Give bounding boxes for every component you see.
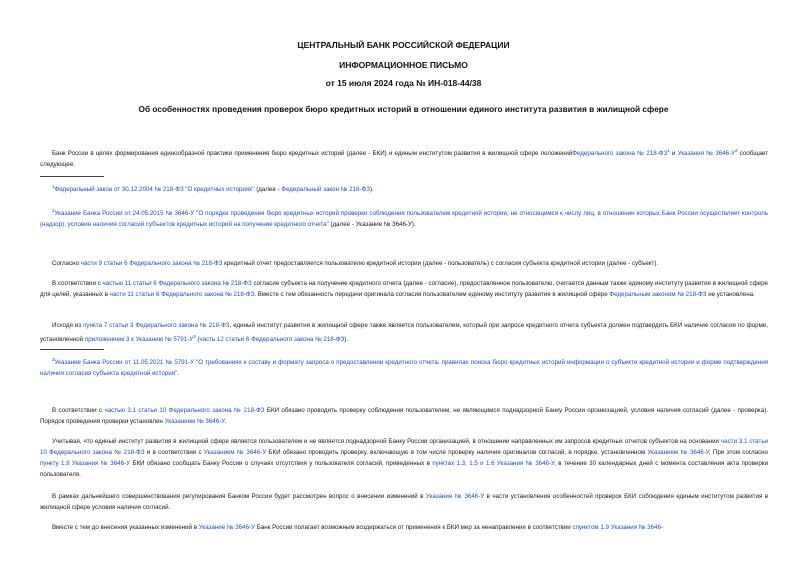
text: БКИ обязано проводить проверку соблюдения пользователем, не являющимся поднадзорной Банку России организацией, условия наличия согласий (далее - проверка). Порядок проведения проверки установлен [40, 407, 768, 425]
link-law-article[interactable]: частью 3.1 статьи 10 Федерального закона № 218-ФЗ [104, 407, 265, 414]
document-subject: Об особенностях проведения проверок бюро кредитных историй в отношении единого института развития в жилищной сфере [138, 104, 669, 114]
text: . [224, 418, 227, 425]
link-law-article[interactable]: частью 11 статьи 6 Федерального закона № 218-ФЗ [102, 280, 252, 287]
link-directive-3646[interactable]: Указание № 3646-У [198, 524, 256, 531]
footnote-ref-3[interactable]: 3 [193, 334, 196, 339]
link-law-218[interactable]: Федеральным законом № 218-ФЗ [609, 291, 707, 298]
text: Исходя из [52, 322, 84, 329]
text: В соответствии с [52, 407, 105, 414]
text: (далее - [254, 186, 282, 194]
text: БКИ обязано проводить проверку, включающую в том числе проверку наличия оригиналов согласий, в порядке, установленном [266, 449, 648, 456]
text: ). [369, 186, 374, 194]
link-law-218[interactable]: Федерального закона № 218-ФЗ [572, 150, 668, 158]
footnote-divider [40, 176, 104, 177]
link-directive-3646[interactable]: Указанием № 3646-У [647, 449, 709, 456]
link-law-article[interactable]: части 9 статьи 6 Федерального закона № 218-ФЗ [80, 260, 223, 267]
paragraph-consent-transfer [40, 278, 768, 300]
text: Банк России полагает возможным воздержаться от применения к БКИ мер за ненаправление в соответствии [255, 524, 573, 531]
text: (далее - Указание № 3646-У). [328, 221, 416, 229]
footnote-2 [40, 205, 768, 230]
link-law-article[interactable]: часть 12 статьи 6 Федерального закона № 218-ФЗ [199, 336, 345, 344]
paragraph-check-procedure [40, 436, 768, 480]
text: . [177, 370, 180, 378]
text: и [669, 150, 678, 158]
link-directive-3646[interactable]: Указание № 3646-У [425, 493, 485, 500]
link-directive-3646[interactable]: Указанием № 3646-У [164, 418, 225, 425]
text: Банк России в целях формирования единообразной практики применения бюро кредитных историй (далее - БКИ) и единым институтом развития в жилищной сфере положений [52, 150, 573, 158]
text: сообщает следующее. [40, 150, 769, 169]
text: . Вместе с тем обязанность передачи оригинала согласия пользователем единому институту развития в жилищной сфере [254, 291, 610, 298]
text: , единый институт развития в жилищной сфере также является пользователем, который при запросе кредитного отчета субъекта должен подтвердить БКИ наличие согласия по форме, установленной [40, 322, 769, 344]
paragraph-consent-rule [40, 258, 768, 269]
link-directive-3646[interactable]: Указания № 3646-У [677, 150, 736, 158]
footnote-link[interactable]: Федеральный закон от 30.12.2004 № 218-ФЗ "О кредитных историях" [54, 186, 255, 194]
paragraph-intro [40, 145, 768, 170]
footnote-ref-2[interactable]: 2 [735, 148, 738, 153]
footnote-mark: 3 [52, 357, 55, 362]
footnote-link[interactable]: Указание Банка России от 24.05.2015 № 3646-У "О порядке проведения бюро кредитных историй проверки соблюдения пользователем кредитной истории, не относящимся к числу лиц, в отношении которых Банк России осуществляет контроль (надзор), условия наличия согласий субъектов кредитных историй на получение кредитного отчета" [40, 210, 768, 229]
footnote-mark: 1 [52, 184, 55, 189]
link-appendix[interactable]: приложением 3 к Указанию № 5791-У [84, 336, 194, 344]
link-directive-clause[interactable]: спунктом 1.9 Указания № 3646- [572, 524, 663, 531]
text: БКИ обязано сообщать Банку России о случаях отсутствия у пользователя согласий, приведенных в [130, 460, 433, 467]
link-directive-clause[interactable]: пунктах 1.3, 1.5 и 1.6 Указания № 3646-У [432, 460, 555, 467]
paragraph-institute-user [40, 320, 768, 345]
text: Согласно [52, 260, 81, 267]
footnote-mark: 2 [52, 208, 55, 213]
footnote-link[interactable]: Указание Банка России от 11.05.2021 № 5791-У "О требованиях к составу и формату запроса о предоставлении кредитного отчета, правилах поиска бюро кредитных историй информации о субъекте кредитной истории и форме подтверждения наличия согласия субъекта кредитной истории" [40, 359, 768, 378]
document-date-number: от 15 июля 2024 года № ИН-018-44/38 [325, 78, 482, 88]
text: В рамках дальнейшего совершенствования регулирования Банком России будет рассмотрен вопрос о внесении изменений в [52, 493, 426, 500]
text: кредитный отчет предоставляется пользователю кредитной истории (далее - пользователь) с согласия субъекта кредитной истории (далее - субъект). [222, 260, 659, 267]
text: и в соответствии с [144, 449, 204, 456]
link-law-article[interactable]: части 3.1 статьи 10 Федерального закона № 218-ФЗ [40, 438, 768, 456]
footnote-3 [40, 354, 768, 379]
link-directive-3646[interactable]: Указанием № 3646-У [203, 449, 267, 456]
text: , в течение 30 календарных дней с момента составления акта проверки пользователя. [40, 460, 768, 478]
text: ( [195, 336, 200, 344]
link-law-article[interactable]: пункта 7 статьи 3 Федерального закона № 218-ФЗ [83, 322, 230, 329]
text: В соответствии с [52, 280, 103, 287]
link-directive-clause[interactable]: пункту 1.9 Указания № 3646-У [40, 460, 131, 467]
footnote-ref-1[interactable]: 1 [667, 148, 670, 153]
text: согласие субъекта на получение кредитного отчета (далее - согласие), предоставленное пользователю, считается данным также единому институту развития в жилищной сфере для целей, указанных в [40, 280, 768, 298]
text: не установлена. [706, 291, 755, 298]
text: ). [344, 336, 349, 344]
paragraph-bki-check [40, 405, 768, 427]
issuer-title: ЦЕНТРАЛЬНЫЙ БАНК РОССИЙСКОЙ ФЕДЕРАЦИИ [297, 40, 510, 50]
document-type: ИНФОРМАЦИОННОЕ ПИСЬМО [339, 60, 468, 70]
text: Вместе с тем до внесения указанных изменений в [52, 524, 199, 531]
text: . При этом согласно [708, 449, 768, 456]
paragraph-future-changes [40, 491, 768, 513]
link-law-article[interactable]: части 11 статьи 6 Федерального закона № 218-ФЗ [109, 291, 255, 298]
footnote-1 [40, 181, 768, 195]
footnote-divider [40, 349, 104, 350]
footnote-link[interactable]: Федеральный закон № 218-ФЗ [281, 186, 370, 194]
text: Учитывая, что единый институт развития в жилищной сфере является пользователем и не является поднадзорной Банку России организацией, в отношении направленных им запросов кредитных отчетов субъектов на основании [52, 438, 721, 445]
paragraph-interim-measures [40, 522, 768, 533]
text: в части установления особенностей проверок БКИ соблюдения единым институтом развития в жилищной сфере условия наличия согласий. [40, 493, 768, 511]
